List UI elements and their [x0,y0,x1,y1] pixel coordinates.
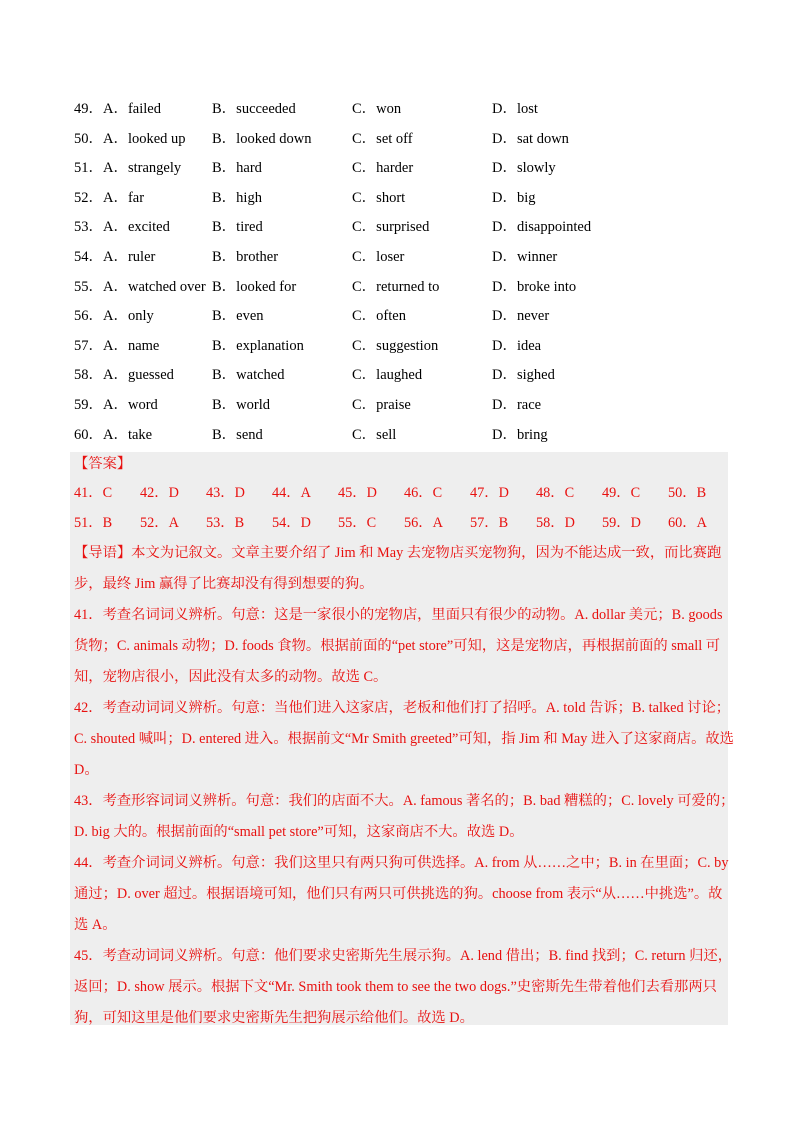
explanation-line: D. big 大的。根据前面的“small pet store”可知，这家商店不大。故选 D。 [74,824,524,840]
option-b: B．tired [212,219,263,236]
option-c: C．won [352,101,402,117]
option-a: 53．A．excited [74,219,170,236]
option-b: B．send [212,426,263,443]
answer-item: 60．A [668,515,707,531]
option-d: D．race [492,396,542,413]
option-c: C．set off [352,130,413,147]
option-d: D．never [492,308,550,325]
option-b: B．looked for [212,278,297,295]
option-d: D．broke into [492,278,577,295]
option-a: 60．A．take [74,426,153,443]
explanation-line: 货物；C. animals 动物；D. foods 食物。根据前面的“pet store”可知，这是宠物店，再根据前面的 small 可 [74,638,721,654]
answer-item: 55．C [338,515,377,531]
option-row [74,213,734,243]
option-d: D．slowly [492,160,556,177]
explanation-line: 43．考查形容词词义辨析。句意：我们的店面不大。A. famous 著名的；B. bad 糟糕的；C. lovely 可爱的； [74,793,735,809]
option-a: 57．A．name [74,337,160,354]
option-d: D．disappointed [492,219,592,236]
answer-item: 46．C [404,485,443,501]
explanation-line: 42．考查动词词义辨析。句意：当他们进入这家店，老板和他们打了招呼。A. told 告诉；B. talked 讨论； [74,700,731,716]
option-c: C．surprised [352,219,430,236]
answer-item: 56．A [404,515,443,531]
explanation-line: C. shouted 喊叫；D. entered 进入。根据前文“Mr Smith greeted”可知，指 Jim 和 May 进入了这家商店。故选 [74,731,734,747]
option-c: C．returned to [352,278,440,295]
option-row [74,273,734,303]
answer-item: 52．A [140,515,179,531]
explanation-line: 狗，可知这里是他们要求史密斯先生把狗展示给他们。故选 D。 [74,1010,474,1026]
answer-key-row-1 [74,478,730,509]
answer-item: 49．C [602,485,641,501]
answer-item: 48．C [536,485,575,501]
answer-item: 54．D [272,515,311,531]
explanation-line: 知，宠物店很小，因此没有太多的动物。故选 C。 [74,669,388,685]
option-b: B．succeeded [212,101,296,117]
option-d: D．sighed [492,367,555,384]
answer-item: 43．D [206,485,245,501]
answer-heading: 【答案】 [74,456,132,472]
explanation-line: 选 A。 [74,917,117,933]
option-a: 51．A．strangely [74,160,182,177]
answer-item: 59．D [602,515,641,531]
explanation-line: 44．考查介词词义辨析。句意：我们这里只有两只狗可供选择。A. from 从……之中；B. in 在里面；C. by [74,855,729,871]
option-c: C．short [352,189,406,206]
option-b: B．world [212,396,270,413]
option-row [74,125,734,155]
option-row [74,243,734,273]
explanation-line: 返回；D. show 展示。根据下文“Mr. Smith took them to see the two dogs.”史密斯先生带着他们去看那两只 [74,979,717,995]
option-b: B．brother [212,248,279,265]
option-row [74,332,734,362]
option-b: B．watched [212,367,285,384]
answer-item: 51．B [74,515,113,531]
option-a: 50．A．looked up [74,130,186,147]
option-c: C．loser [352,248,405,265]
explanation-line: 45．考查动词词义辨析。句意：他们要求史密斯先生展示狗。A. lend 借出；B. find 找到；C. return 归还， [74,948,733,964]
option-row [74,95,734,125]
answer-item: 50．B [668,485,707,501]
option-b: B．even [212,308,264,325]
option-d: D．lost [492,101,538,117]
explanation-line: 【导语】本文为记叙文。文章主要介绍了 Jim 和 May 去宠物店买宠物狗，因为不能达成一致，而比赛跑 [74,545,722,561]
option-row [74,361,734,391]
option-a: 54．A．ruler [74,248,156,265]
option-b: B．explanation [212,337,304,354]
option-d: D．sat down [492,130,569,147]
explanation-line: D。 [74,762,99,778]
answer-item: 58．D [536,515,575,531]
answer-item: 42．D [140,485,179,501]
answer-key-row-2 [74,508,730,539]
explanation-line: 41．考查名词词义辨析。句意：这是一家很小的宠物店，里面只有很少的动物。A. dollar 美元；B. goods [74,607,723,623]
option-d: D．big [492,189,536,206]
option-a: 56．A．only [74,308,154,325]
option-row [74,391,734,421]
option-row [74,302,734,332]
answer-item: 44．A [272,485,311,501]
answer-item: 57．B [470,515,509,531]
option-a: 55．A．watched over [74,278,206,295]
option-c: C．laughed [352,367,423,384]
option-b: B．hard [212,160,262,177]
option-b: B．high [212,189,262,206]
option-c: C．often [352,308,406,325]
options-table [74,95,734,450]
answer-item: 47．D [470,485,509,501]
option-d: D．bring [492,426,548,443]
option-a: 59．A．word [74,396,158,413]
option-row [74,184,734,214]
option-b: B．looked down [212,130,312,147]
answer-item: 45．D [338,485,377,501]
answer-item: 41．C [74,485,113,501]
option-c: C．harder [352,160,414,177]
option-row [74,154,734,184]
option-a: 58．A．guessed [74,367,174,384]
option-d: D．idea [492,337,542,354]
option-row [74,421,734,451]
answer-item: 53．B [206,515,245,531]
option-a: 49．A．failed [74,101,161,117]
option-a: 52．A．far [74,189,145,206]
explanation-line: 步，最终 Jim 赢得了比赛却没有得到想要的狗。 [74,576,374,592]
option-d: D．winner [492,248,558,265]
option-c: C．sell [352,426,397,443]
explanation-line: 通过；D. over 超过。根据语境可知，他们只有两只可供挑选的狗。choose from 表示“从……中挑选”。故 [74,886,723,902]
option-c: C．suggestion [352,337,439,354]
option-c: C．praise [352,396,411,413]
